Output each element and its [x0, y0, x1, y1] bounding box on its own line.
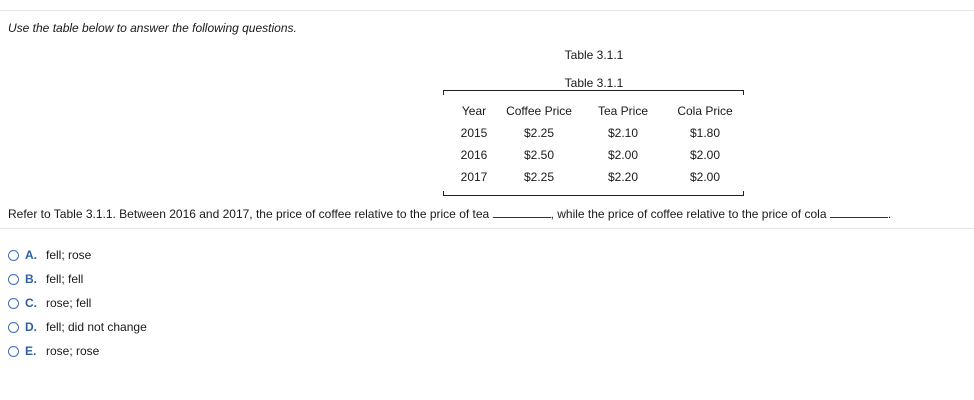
top-divider — [0, 10, 974, 11]
answer-blank-2 — [830, 207, 888, 218]
radio-icon[interactable] — [8, 346, 19, 357]
table-cell: 2015 — [460, 126, 488, 140]
question-part-1: Refer to Table 3.1.1. Between 2016 and 2017, the price of coffee relative to the price of tea — [8, 207, 490, 221]
answer-blank-1 — [493, 207, 551, 218]
table-cell: 2016 — [460, 148, 488, 162]
choice-text: fell; fell — [46, 272, 84, 286]
price-table — [443, 90, 744, 196]
question-text — [8, 207, 891, 221]
table-caption-inner: Table 3.1.1 — [564, 76, 624, 90]
table-cell: $2.00 — [689, 170, 721, 184]
choice-letter: A. — [25, 248, 37, 262]
header-cola-price: Cola Price — [677, 104, 733, 118]
choice-text: fell; did not change — [46, 320, 147, 334]
choice-b[interactable] — [8, 267, 147, 291]
table-cell: $2.10 — [607, 126, 639, 140]
choice-letter: C. — [25, 296, 37, 310]
choice-d[interactable] — [8, 315, 147, 339]
choice-text: rose; fell — [46, 296, 92, 310]
choice-text: rose; rose — [46, 344, 100, 358]
radio-icon[interactable] — [8, 298, 19, 309]
table-caption: Table 3.1.1 — [564, 48, 624, 62]
choice-e[interactable] — [8, 339, 147, 363]
header-coffee-price: Coffee Price — [506, 104, 572, 118]
choice-letter: E. — [25, 344, 37, 358]
radio-icon[interactable] — [8, 274, 19, 285]
instruction-text: Use the table below to answer the following questions. — [8, 21, 297, 35]
radio-icon[interactable] — [8, 322, 19, 333]
choice-letter: B. — [25, 272, 37, 286]
table-cell: $2.00 — [607, 148, 639, 162]
table-cell: $2.20 — [607, 170, 639, 184]
header-tea-price: Tea Price — [597, 104, 649, 118]
table-cell: $2.25 — [523, 170, 555, 184]
question-part-2: , while the price of coffee relative to the price of cola — [550, 207, 827, 221]
answer-choices — [8, 243, 147, 363]
table-cell: 2017 — [460, 170, 488, 184]
table-cell: $2.00 — [689, 148, 721, 162]
question-part-3: . — [887, 207, 892, 221]
choice-text: fell; rose — [46, 248, 92, 262]
table-cell: $2.50 — [523, 148, 555, 162]
choice-a[interactable] — [8, 243, 147, 267]
choice-c[interactable] — [8, 291, 147, 315]
header-year: Year — [461, 104, 487, 118]
table-cell: $1.80 — [689, 126, 721, 140]
table-cell: $2.25 — [523, 126, 555, 140]
radio-icon[interactable] — [8, 250, 19, 261]
choice-letter: D. — [25, 320, 37, 334]
question-divider — [0, 228, 974, 229]
